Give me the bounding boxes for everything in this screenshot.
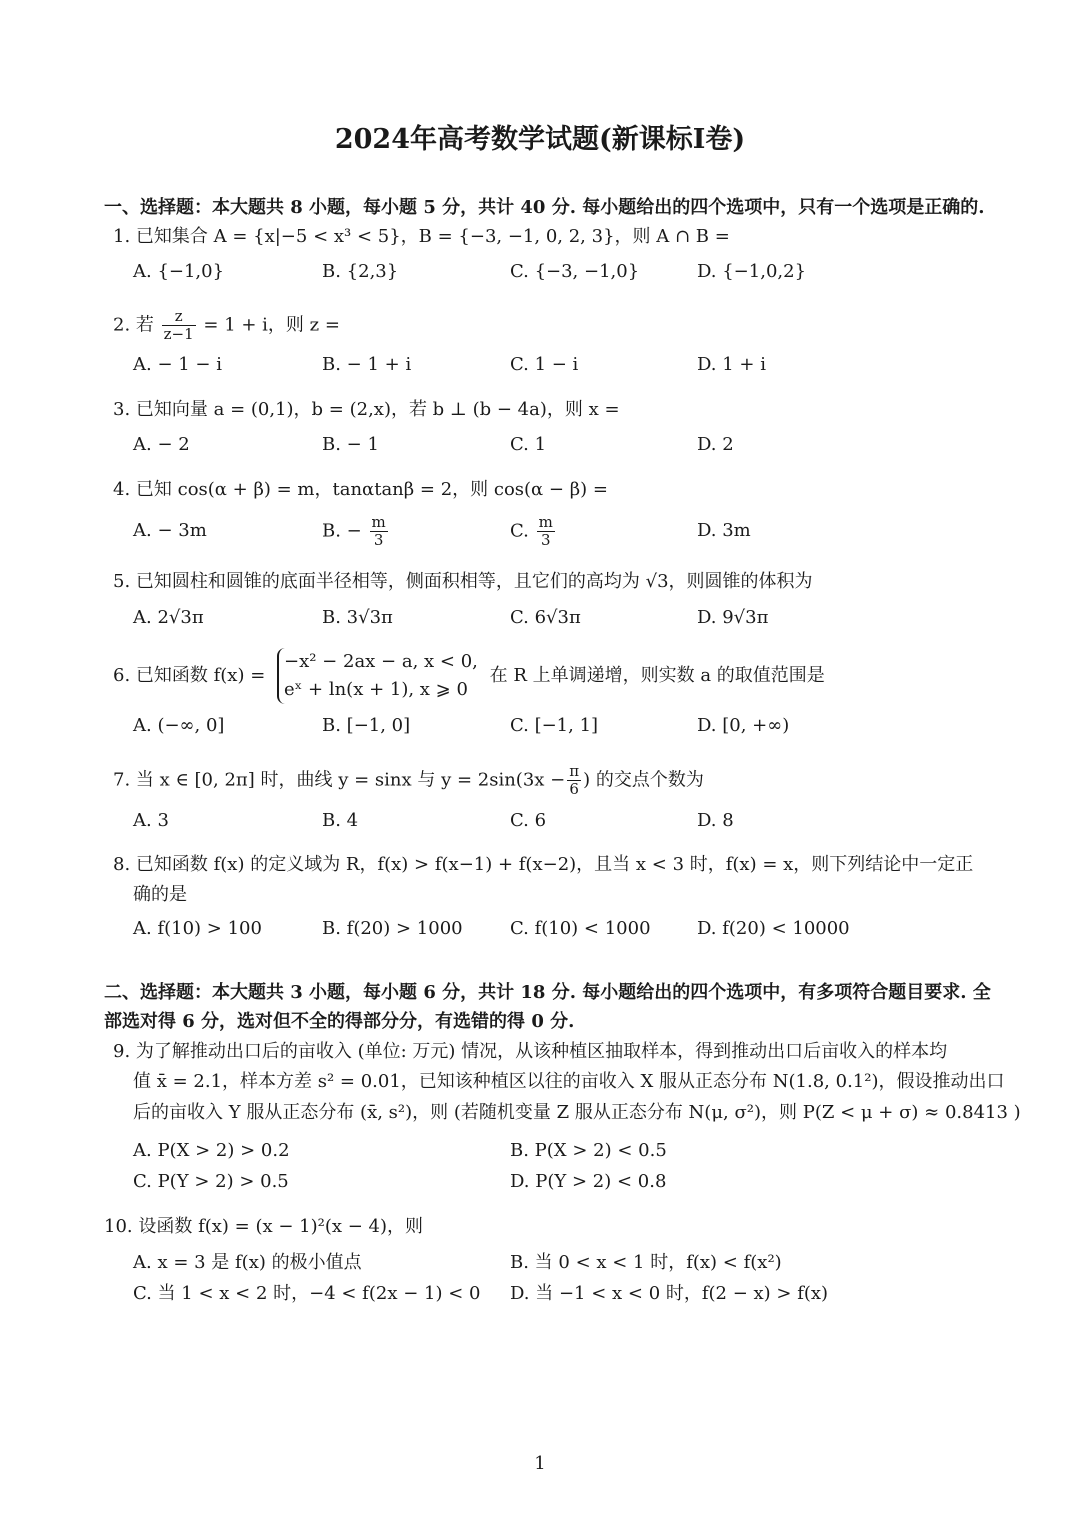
q9-option-b: B. P(X > 2) < 0.5 (510, 1140, 667, 1161)
q10-option-b: B. 当 0 < x < 1 时，f(x) < f(x²) (510, 1252, 782, 1273)
q9-option-a: A. P(X > 2) > 0.2 (133, 1140, 290, 1161)
q3-stem: 3. 已知向量 a = (0,1)，b = (2,x)，若 b ⊥ (b − 4a)，则 x = (113, 399, 620, 420)
q3-option-a: A. − 2 (133, 434, 190, 455)
q8-stem-line2: 确的是 (133, 884, 187, 905)
q4-option-c-num: m (538, 513, 553, 531)
q2-stem (113, 308, 340, 343)
q2-option-c: C. 1 − i (510, 354, 579, 375)
q2-den: z−1 (163, 325, 194, 343)
q4-option-c-den: 3 (540, 531, 551, 549)
q4-option-b-prefix: B. − (322, 520, 362, 542)
q10-option-d: D. 当 −1 < x < 0 时，f(2 − x) > f(x) (510, 1283, 829, 1304)
q2-option-b: B. − 1 + i (322, 354, 412, 375)
section2-header-line1: 二、选择题：本大题共 3 小题，每小题 6 分，共计 18 分. 每小题给出的四个选项中，有多项符合题目要求. 全 (104, 982, 991, 1003)
q4-option-c-fraction (537, 514, 555, 549)
q6-option-b: B. [−1, 0] (322, 715, 411, 736)
q7-option-c: C. 6 (510, 810, 547, 831)
q7-stem (113, 763, 704, 798)
q10-option-c: C. 当 1 < x < 2 时，−4 < f(2x − 1) < 0 (133, 1283, 481, 1304)
q7-num: π (569, 762, 580, 780)
q6-option-d: D. [0, +∞) (697, 715, 790, 736)
q4-option-a: A. − 3m (133, 520, 207, 541)
q1-option-a: A. {−1,0} (133, 261, 225, 282)
q9-option-d: D. P(Y > 2) < 0.8 (510, 1171, 667, 1192)
q5-stem: 5. 已知圆柱和圆锥的底面半径相等，侧面积相等，且它们的高均为 √3，则圆锥的体积为 (113, 571, 813, 592)
page-number: 1 (534, 1453, 546, 1474)
q2-option-d: D. 1 + i (697, 354, 766, 375)
q1-option-b: B. {2,3} (322, 261, 399, 282)
q7-pre: 7. 当 x ∈ [0, 2π] 时，曲线 y = sinx 与 y = 2sin(3x − (113, 769, 566, 791)
q5-option-a: A. 2√3π (133, 607, 204, 628)
q5-option-d: D. 9√3π (697, 607, 769, 628)
q9-stem-line1: 9. 为了解推动出口后的亩收入 (单位: 万元) 情况，从该种植区抽取样本，得到推动出口后亩收入的样本均 (113, 1041, 948, 1062)
q4-option-b-fraction (370, 514, 388, 549)
q7-option-a: A. 3 (133, 810, 169, 831)
section2-header-line2: 部选对得 6 分，选对但不全的得部分分，有选错的得 0 分. (104, 1011, 575, 1032)
q8-option-c: C. f(10) < 1000 (510, 918, 651, 939)
q3-option-b: B. − 1 (322, 434, 379, 455)
q6-stem (113, 648, 825, 704)
q8-option-d: D. f(20) < 10000 (697, 918, 850, 939)
q2-option-a: A. − 1 − i (133, 354, 222, 375)
q6-pre: 6. 已知函数 f(x) = (113, 665, 266, 686)
q7-den: 6 (569, 780, 579, 798)
q3-option-c: C. 1 (510, 434, 547, 455)
q4-option-b-num: m (371, 513, 386, 531)
q7-fraction (567, 763, 581, 798)
q6-piecewise (277, 648, 478, 704)
q10-option-a: A. x = 3 是 f(x) 的极小值点 (133, 1252, 362, 1273)
q4-option-c-prefix: C. (510, 520, 529, 542)
q10-stem: 10. 设函数 f(x) = (x − 1)²(x − 4)，则 (104, 1216, 424, 1237)
q6-option-a: A. (−∞, 0] (133, 715, 225, 736)
q6-case2: eˣ + ln(x + 1), x ⩾ 0 (284, 679, 468, 700)
q4-option-d: D. 3m (697, 520, 751, 541)
q8-option-b: B. f(20) > 1000 (322, 918, 463, 939)
q2-num: z (162, 308, 196, 326)
q6-option-c: C. [−1, 1] (510, 715, 599, 736)
q4-stem: 4. 已知 cos(α + β) = m，tanαtanβ = 2，则 cos(α − β) = (113, 479, 608, 500)
q1-option-d: D. {−1,0,2} (697, 261, 807, 282)
q4-option-b (322, 514, 390, 549)
q7-option-b: B. 4 (322, 810, 359, 831)
q5-option-c: C. 6√3π (510, 607, 581, 628)
q8-option-a: A. f(10) > 100 (133, 918, 262, 939)
q2-fraction (162, 308, 196, 343)
q9-stem-line2: 值 x̄ = 2.1，样本方差 s² = 0.01，已知该种植区以往的亩收入 X 服从正态分布 N(1.8, 0.1²)，假设推动出口 (133, 1071, 1005, 1092)
q1-stem: 1. 已知集合 A = {x|−5 < x³ < 5}，B = {−3, −1, 0, 2, 3}，则 A ∩ B = (113, 226, 730, 247)
q2-pre: 2. 若 (113, 314, 154, 336)
q2-post: = 1 + i，则 z = (203, 314, 340, 336)
q1-option-c: C. {−3, −1,0} (510, 261, 640, 282)
q4-option-b-den: 3 (373, 531, 384, 549)
q3-option-d: D. 2 (697, 434, 734, 455)
q4-option-c (510, 514, 557, 549)
q8-stem-line1: 8. 已知函数 f(x) 的定义域为 R，f(x) > f(x−1) + f(x−2)，且当 x < 3 时，f(x) = x，则下列结论中一定正 (113, 854, 974, 875)
q6-post: 在 R 上单调递增，则实数 a 的取值范围是 (489, 665, 825, 686)
q5-option-b: B. 3√3π (322, 607, 393, 628)
q7-post: ) 的交点个数为 (583, 769, 704, 791)
q9-stem-line3: 后的亩收入 Y 服从正态分布 (x̄, s²)，则 (若随机变量 Z 服从正态分布 N(μ, σ²)，则 P(Z < μ + σ) ≈ 0.8413 ) (133, 1102, 1021, 1123)
page-title: 2024年高考数学试题(新课标I卷) (334, 124, 746, 155)
q9-option-c: C. P(Y > 2) > 0.5 (133, 1171, 289, 1192)
section1-header: 一、选择题：本大题共 8 小题，每小题 5 分，共计 40 分. 每小题给出的四个选项中，只有一个选项是正确的. (104, 197, 985, 218)
q6-case1: −x² − 2ax − a, x < 0, (284, 651, 478, 672)
q7-option-d: D. 8 (697, 810, 734, 831)
